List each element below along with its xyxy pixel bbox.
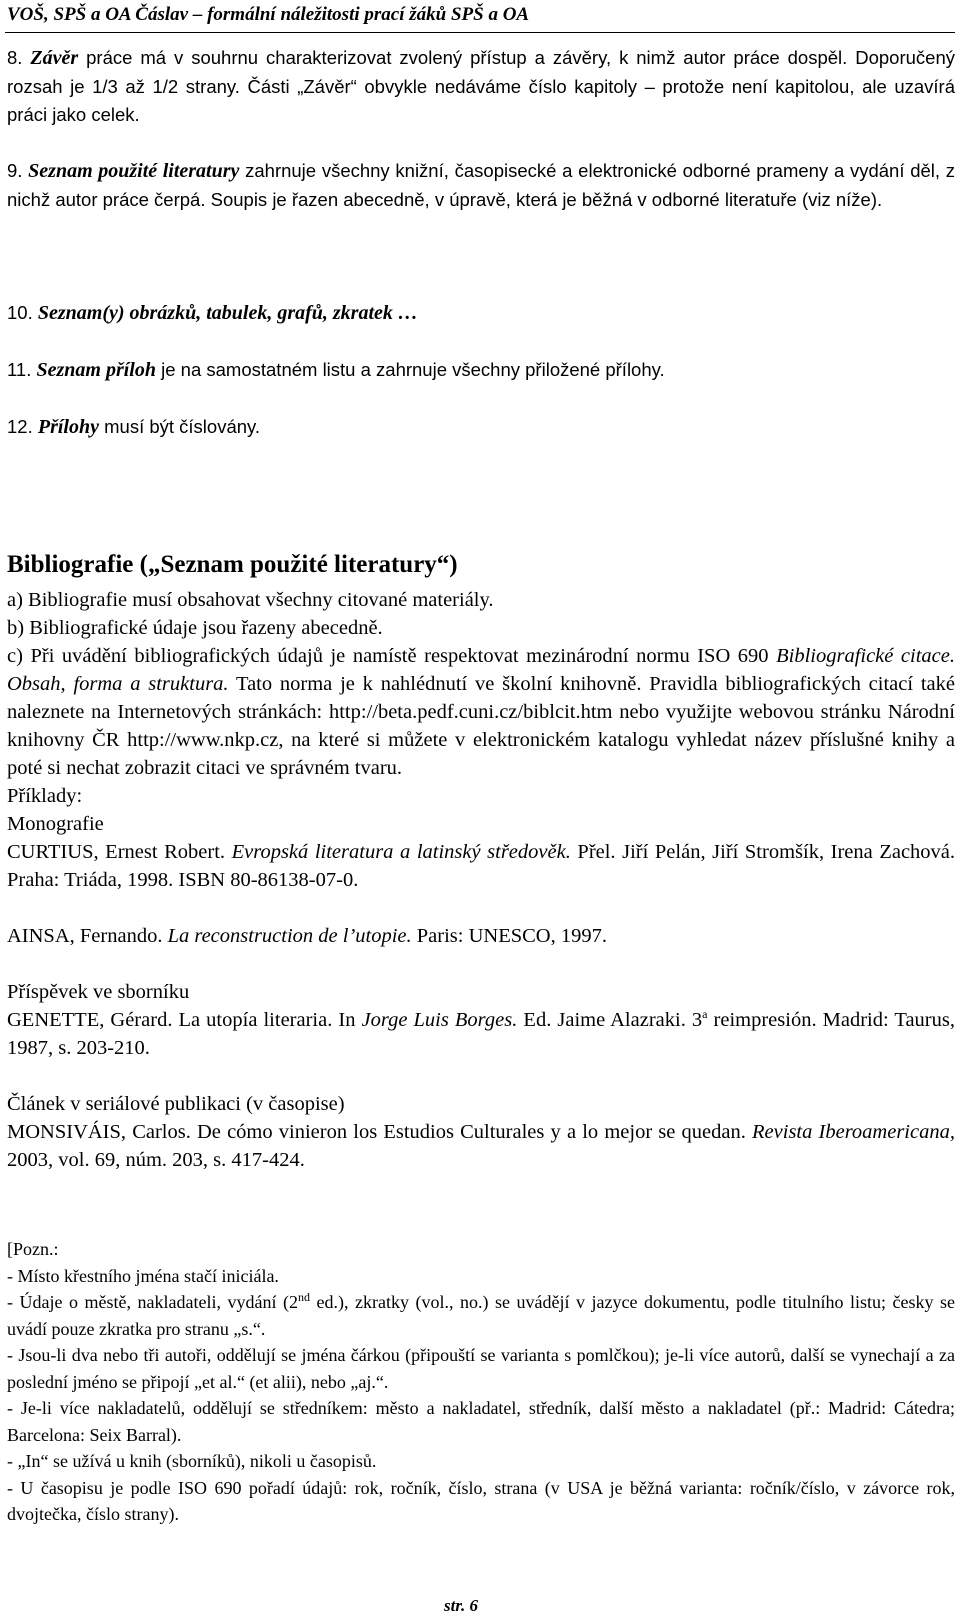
item-term: Seznam použité literatury [28, 160, 240, 182]
page-header: VOŠ, SPŠ a OA Čáslav – formální náležitosti prací žáků SPŠ a OA [7, 4, 530, 25]
note-item: - Údaje o městě, nakladateli, vydání (2nd ed.), zkratky (vol., no.) se uvádějí v jazyce dokumentu, podle titulního listu; česky se uvádí pouze zkratka pro stranu „s.“. [7, 1290, 955, 1339]
item-term: Seznam(y) obrázků, tabulek, grafů, zkratek … [37, 302, 418, 324]
rule-c: c) Při uvádění bibliografických údajů je namístě respektovat mezinárodní normu ISO 690 Bibliografické citace. Obsah, forma a struktura. Tato norma je k nahlédnutí ve školní knihovně. Pravidla bibliografických citací také naleznete na Internetových stránkách: http://beta.pedf.cuni.cz/biblcit.htm nebo využijte webovou stránku Národní knihovny ČR http://www.nkp.cz, na které si můžete v elektronickém katalogu vyhledat název příslušné knihy a poté si nechat zobrazit citaci ve správném tvaru. [7, 645, 955, 779]
item-8 [7, 44, 955, 130]
item-12 [7, 413, 955, 442]
rule-a: a) Bibliografie musí obsahovat všechny citované materiály. [7, 589, 494, 611]
header-divider [5, 32, 955, 33]
item-number: 9. [7, 160, 23, 181]
example-genette: GENETTE, Gérard. La utopía literaria. In Jorge Luis Borges. Ed. Jaime Alazraki. 3$^a$ reimpresión. Madrid: Taurus, 1987, s. 203-210. [7, 1007, 955, 1059]
page-number: str. 6 [444, 1596, 479, 1615]
item-number: 11. [7, 359, 32, 380]
item-text: zahrnuje všechny knižní, časopisecké a elektronické odborné prameny a vydání děl, z nichž autor práce čerpá. Soupis je řazen abecedně, v úpravě, která je běžná v odborné literatuře (viz níže). [7, 160, 956, 210]
note-item: - Místo křestního jména stačí iniciála. [7, 1265, 279, 1286]
note-item: - „In“ se užívá u knih (sborníků), nikoli u časopisů. [7, 1451, 377, 1471]
rule-b: b) Bibliografické údaje jsou řazeny abecedně. [7, 617, 383, 639]
example-ainsa: AINSA, Fernando. La reconstruction de l’utopie. Paris: UNESCO, 1997. [7, 925, 607, 947]
item-10 [7, 299, 955, 328]
examples-label: Příklady: [7, 785, 83, 807]
proceedings-label: Příspěvek ve sborníku [7, 981, 190, 1003]
notes-section [7, 1236, 955, 1528]
item-number: 8. [7, 47, 23, 68]
note-item: - Jsou-li dva nebo tři autoři, oddělují se jména čárkou (připouští se varianta s pomlčkou); je-li více autorů, další se vynechají a za poslední jméno se připojí „et al.“ (et alii), nebo „aj.“. [7, 1345, 955, 1392]
item-number: 10. [7, 302, 33, 323]
bibliography-body [7, 586, 955, 1174]
monograph-label: Monografie [7, 813, 104, 835]
item-9 [7, 157, 955, 214]
item-number: 12. [7, 416, 33, 437]
item-text: práce má v souhrnu charakterizovat zvolený přístup a závěry, k nimž autor práce dospěl. Doporučený rozsah je 1/3 až 1/2 strany. Části „Závěr“ obvykle nedáváme číslo kapitoly – protože není kapitolou, ale uzavírá práci jako celek. [7, 47, 956, 125]
item-term: Závěr [30, 47, 79, 69]
item-text: je na samostatném listu a zahrnuje všechny přiložené přílohy. [155, 359, 665, 380]
bibliography-heading: Bibliografie („Seznam použité literatury“) [7, 551, 458, 578]
article-label: Článek v seriálové publikaci (v časopise) [7, 1093, 345, 1115]
note-item: - Je-li více nakladatelů, oddělují se středníkem: město a nakladatel, středník, další město a nakladatel (př.: Madrid: Cátedra; Barcelona: Seix Barral). [7, 1398, 955, 1445]
item-11 [7, 356, 955, 385]
example-monsivais: MONSIVÁIS, Carlos. De cómo vinieron los Estudios Culturales y a lo mejor se quedan. Revista Iberoamericana, 2003, vol. 69, núm. 203, s. 417-424. [7, 1121, 955, 1171]
item-term: Přílohy [37, 416, 99, 438]
notes-label: [Pozn.: [7, 1239, 59, 1259]
example-curtius: CURTIUS, Ernest Robert. Evropská literatura a latinský středověk. Přel. Jiří Pelán, Jiří Stromšík, Irena Zachová. Praha: Triáda, 1998. ISBN 80-86138-07-0. [7, 841, 956, 891]
note-item: - U časopisu je podle ISO 690 pořadí údajů: rok, ročník, číslo, strana (v USA je běžná varianta: ročník/číslo, v závorce rok, dvojtečka, číslo strany). [7, 1477, 955, 1524]
item-text: musí být číslovány. [98, 416, 261, 437]
item-term: Seznam příloh [36, 359, 156, 381]
